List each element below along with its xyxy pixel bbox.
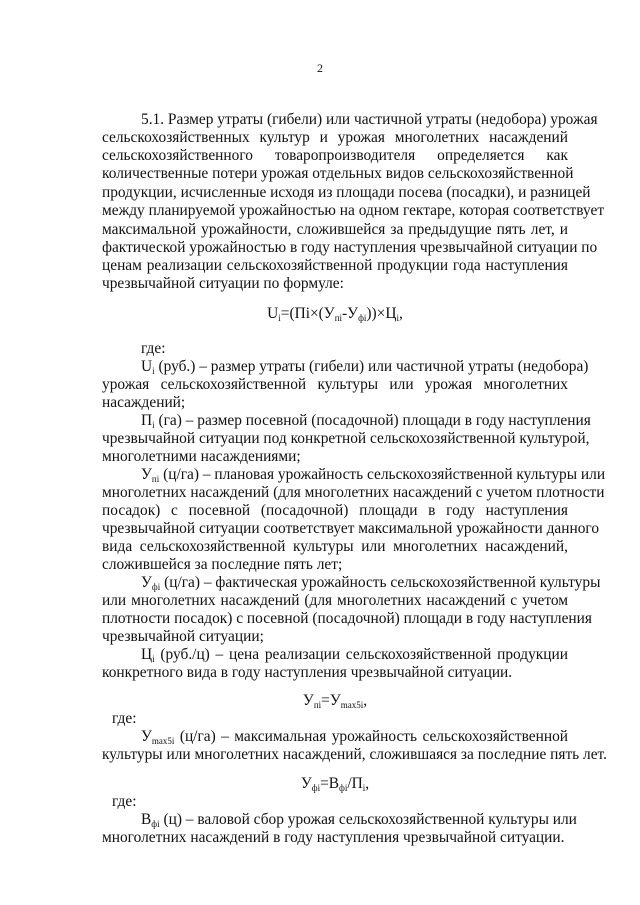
text-line: $Ц_i$ (руб./ц) – цена реализации сельскохозяйственной продукции [141,646,568,664]
text-line: чрезвычайной ситуации по формуле: [102,275,344,292]
text-line: между планируемой урожайностью на одном гектаре, которая соответствует [102,202,605,219]
text-line: $У_{фi}$ (ц/га) – фактическая урожайность сельскохозяйственной культуры [141,574,601,592]
text-line: максимальной урожайности, сложившейся за предыдущие пять лет, и [102,221,568,238]
text-line: многолетних насаждений (для многолетних насаждений с учетом плотности [102,484,605,501]
text-line: вида сельскохозяйственной культуры или многолетних насаждений, [102,538,568,555]
text-line: $U_i$ (руб.) – размер утраты (гибели) или частичной утраты (недобора) [141,358,589,376]
text-line: чрезвычайной ситуации под конкретной сельскохозяйственной культурой, [102,430,590,447]
text-line: многолетних насаждений в году наступления чрезвычайной ситуации. [102,829,565,846]
formula-actual-yield: $У_{фi}=В_{фi}/П_i$, [300,775,370,793]
text-line: урожая сельскохозяйственной культуры или урожая многолетних [102,376,568,393]
text-line: плотности посадок) с посевной (посадочной) площади в году наступления [102,610,592,627]
text-line: $У_{пi}$ (ц/га) – плановая урожайность сельскохозяйственной культуры или [141,466,606,484]
text-line: или многолетних насаждений (для многолетних насаждений с учетом [102,592,568,609]
text-line: сельскохозяйственного товаропроизводителя определяется как [102,147,568,164]
text-line: чрезвычайной ситуации соответствует максимальной урожайности данного [102,520,600,537]
text-line: культуры или многолетних насаждений, сложившаяся за последние пять лет. [102,746,607,763]
formula-planned-yield: $У_{пi}=У_{max5i}$, [302,692,368,710]
text-line: чрезвычайной ситуации; [102,628,264,645]
text-line: $У_{max5i}$ (ц/га) – максимальная урожайность сельскохозяйственной [141,728,568,746]
text-line: насаждений; [102,394,186,411]
text-line: ценам реализации сельскохозяйственной продукции года наступления [102,257,568,274]
text-line: конкретного вида в году наступления чрезвычайной ситуации. [102,664,513,681]
formula-loss: $U_i=(Пi\times(У_{пi}-У_{фi}))\times Ц_i$, [267,305,403,323]
text-line: посадок) с посевной (посадочной) площади в году наступления [102,502,568,519]
text-line: продукции, исчисленные исходя из площади посева (посадки), и разницей [102,184,591,201]
text-line: количественные потери урожая отдельных видов сельскохозяйственной [102,165,574,182]
text-line: фактической урожайностью в году наступления чрезвычайной ситуации по [102,239,598,256]
text-line: многолетними насаждениями; [102,448,301,465]
text-line: $В_{фi}$ (ц) – валовой сбор урожая сельскохозяйственной культуры или [141,811,577,829]
where-label: где: [112,710,137,727]
page-number: 2 [317,61,323,75]
text-line: сложившейся за последние пять лет; [102,556,343,573]
where-label: где: [141,340,166,357]
text-line: $П_i$ (га) – размер посевной (посадочной) площади в году наступления [141,412,591,430]
text-line: сельскохозяйственных культур и урожая многолетних насаждений [102,129,568,146]
where-label: где: [112,793,137,810]
text-line: 5.1. Размер утраты (гибели) или частичной утраты (недобора) урожая [141,111,598,128]
